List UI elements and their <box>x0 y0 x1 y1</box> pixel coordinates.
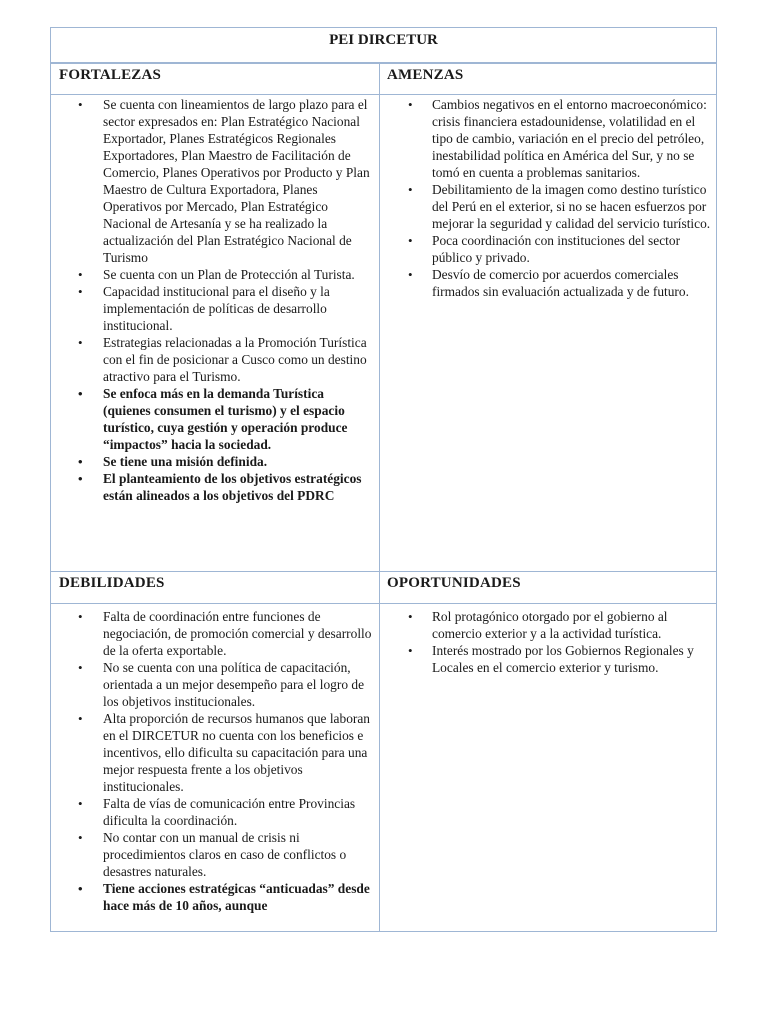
amenazas-list-item: • Debilitamiento de la imagen como destino turístico del Perú en el exterior, si no se hacen esfuerzos por mejorar la seguridad y calidad del servicio turístico. <box>381 181 711 232</box>
fortalezas-list <box>51 96 373 504</box>
debilidades-list-item: • No se cuenta con una política de capacitación, orientada a un mejor desempeño para el logro de los objetivos institucionales. <box>51 659 373 710</box>
fortalezas-list-item: • Se enfoca más en la demanda Turística (quienes consumen el turismo) y el espacio turístico, cuya gestión y operación produce “impactos” hacia la sociedad. <box>51 385 373 453</box>
debilidades-list-item: • No contar con un manual de crisis ni procedimientos claros en caso de conflictos o desastres naturales. <box>51 829 373 880</box>
debilidades-list-item: • Falta de vías de comunicación entre Provincias dificulta la coordinación. <box>51 795 373 829</box>
oportunidades-list-item: • Interés mostrado por los Gobiernos Regionales y Locales en el comercio exterior y turismo. <box>381 642 711 676</box>
amenazas-heading: AMENZAS <box>387 67 464 83</box>
debilidades-list-item: • Falta de coordinación entre funciones de negociación, de promoción comercial y desarrollo de la oferta exportable. <box>51 608 373 659</box>
table-title: PEI DIRCETUR <box>329 32 438 48</box>
table-rule <box>51 571 716 572</box>
table-rule <box>51 62 716 64</box>
amenazas-list-item: • Cambios negativos en el entorno macroeconómico: crisis financiera estadounidense, volatilidad en el tipo de cambio, variación en el precio del petróleo, inestabilidad política en América del Sur, y no se tomó en cuenta a problemas sanitarios. <box>381 96 711 181</box>
table-rule <box>51 603 716 604</box>
fortalezas-list-item: • Capacidad institucional para el diseño y la implementación de políticas de desarrollo institucional. <box>51 283 373 334</box>
table-column-divider <box>379 63 380 931</box>
debilidades-list-item: • Tiene acciones estratégicas “anticuadas” desde hace más de 10 años, aunque <box>51 880 373 914</box>
fortalezas-list-item: • Estrategias relacionadas a la Promoción Turística con el fin de posicionar a Cusco como un destino atractivo para el Turismo. <box>51 334 373 385</box>
amenazas-list-item: • Desvío de comercio por acuerdos comerciales firmados sin evaluación actualizada y de futuro. <box>381 266 711 300</box>
amenazas-list <box>381 96 711 300</box>
fortalezas-list-item: • Se tiene una misión definida. <box>51 453 373 470</box>
debilidades-heading: DEBILIDADES <box>59 575 165 591</box>
amenazas-list-item: • Poca coordinación con instituciones del sector público y privado. <box>381 232 711 266</box>
foda-table <box>50 27 717 932</box>
fortalezas-heading: FORTALEZAS <box>59 67 162 83</box>
oportunidades-heading: OPORTUNIDADES <box>387 575 521 591</box>
debilidades-list <box>51 608 373 914</box>
oportunidades-list-item: • Rol protagónico otorgado por el gobierno al comercio exterior y a la actividad turística. <box>381 608 711 642</box>
table-rule <box>51 94 716 95</box>
debilidades-list-item: • Alta proporción de recursos humanos que laboran en el DIRCETUR no cuenta con los beneficios e incentivos, ello dificulta su capacitación para una mejor respuesta frente a los objetivos institucionales. <box>51 710 373 795</box>
fortalezas-list-item: • Se cuenta con un Plan de Protección al Turista. <box>51 266 373 283</box>
fortalezas-list-item: • El planteamiento de los objetivos estratégicos están alineados a los objetivos del PDRC <box>51 470 373 504</box>
oportunidades-list <box>381 608 711 676</box>
fortalezas-list-item: • Se cuenta con lineamientos de largo plazo para el sector expresados en: Plan Estratégico Nacional Exportador, Planes Estratégicos Regionales Exportadores, Plan Maestro de Facilitación de Comercio, Planes Operativos por Producto y Plan Maestro de Cultura Exportadora, Planes Operativos por Mercado, Plan Estratégico Nacional de Artesanía y se ha realizado la actualización del Plan Estratégico Nacional de Turismo <box>51 96 373 266</box>
